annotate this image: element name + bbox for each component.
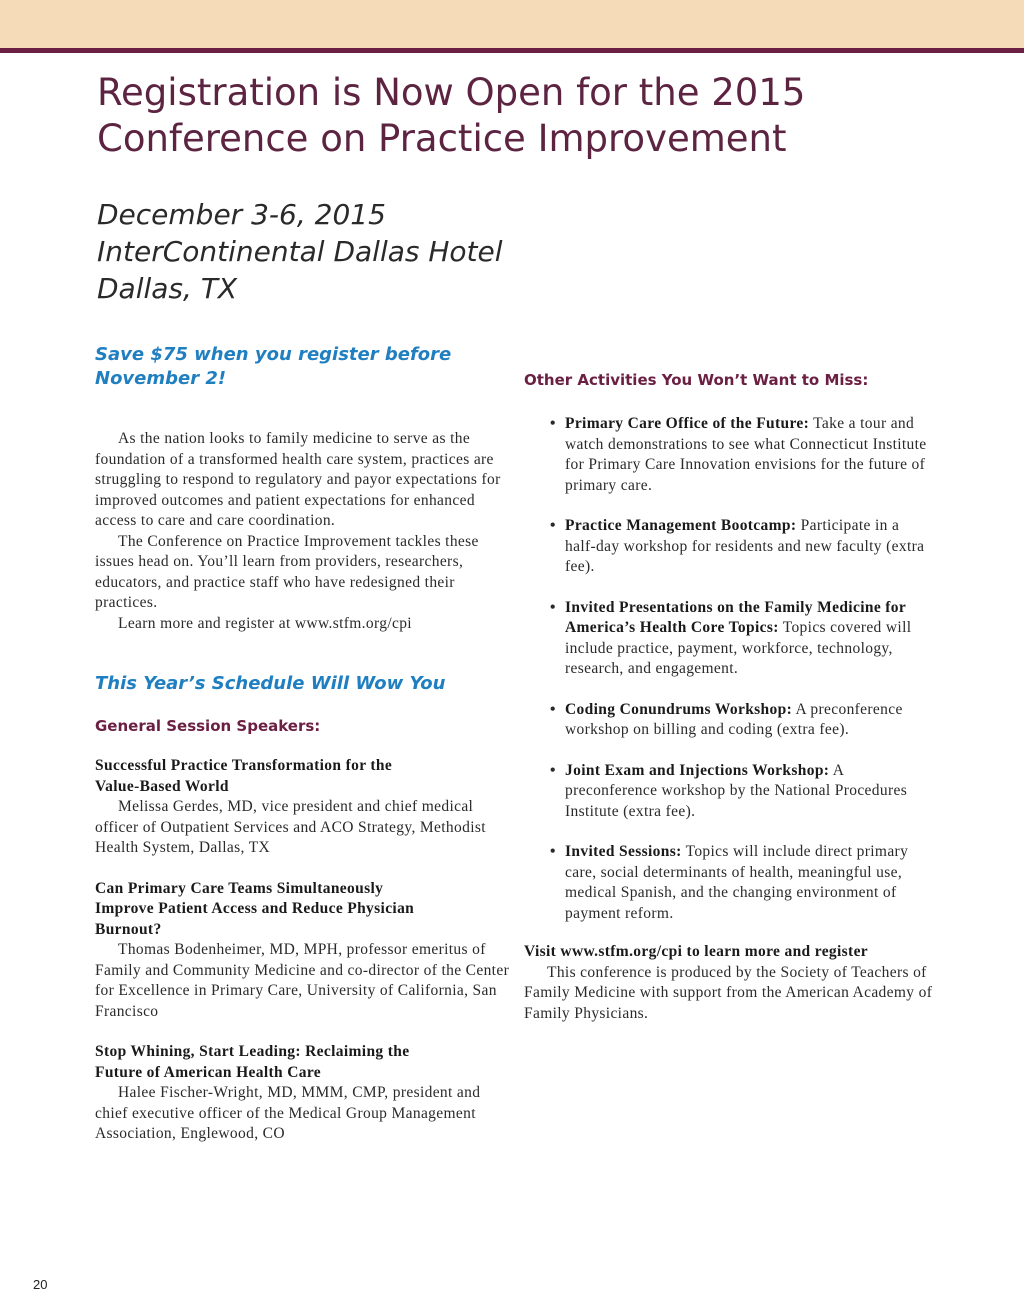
activity-title: Coding Conundrums Workshop: bbox=[565, 700, 793, 718]
talk-title-line: Improve Patient Access and Reduce Physician bbox=[95, 900, 415, 917]
save-heading-line: November 2! bbox=[95, 368, 227, 389]
header-band bbox=[0, 0, 1024, 48]
list-item bbox=[524, 842, 934, 924]
event-city: Dallas, TX bbox=[97, 272, 238, 305]
talk-title bbox=[95, 1042, 515, 1083]
talk-title-line: Successful Practice Transformation for the bbox=[95, 757, 393, 774]
session-talk bbox=[95, 1042, 515, 1145]
talk-title-line: Stop Whining, Start Leading: Reclaiming the bbox=[95, 1043, 410, 1060]
activity-text: Topics covered will include practice, payment, workforce, technology, research, and engagement. bbox=[565, 619, 912, 677]
intro-paragraph: As the nation looks to family medicine to serve as the foundation of a transformed health care system, practices are struggling to respond to regulatory and payor expectations for improved outcomes and patient expectations for enhanced access to care and care coordination. bbox=[95, 430, 501, 529]
list-item bbox=[524, 598, 934, 680]
talk-title-line: Future of American Health Care bbox=[95, 1063, 322, 1081]
visit-cta: Visit www.stfm.org/cpi to learn more and register bbox=[524, 943, 869, 960]
bullet-icon: • bbox=[550, 700, 556, 718]
talk-speaker: Thomas Bodenheimer, MD, MPH, professor emeritus of Family and Community Medicine and co-director of the Center for Excellence in Primary Care, University of California, San Francisco bbox=[95, 941, 510, 1020]
session-talk bbox=[95, 879, 515, 1023]
activities-list bbox=[524, 414, 934, 924]
talk-title-line: Can Primary Care Teams Simultaneously bbox=[95, 879, 384, 897]
activity-title: Practice Management Bootcamp: bbox=[565, 517, 797, 534]
bullet-icon: • bbox=[550, 843, 556, 860]
header-rule bbox=[0, 48, 1024, 53]
closing-paragraph: This conference is produced by the Society of Teachers of Family Medicine with support from the American Academy of Family Physicians. bbox=[524, 963, 933, 1022]
talk-title bbox=[95, 879, 515, 941]
bullet-icon: • bbox=[550, 761, 556, 779]
bullet-icon: • bbox=[550, 517, 556, 534]
activity-title: Invited Presentations on the Family Medicine for America’s Health Core Topics: bbox=[565, 598, 906, 636]
page-title-line: Registration is Now Open for the 2015 bbox=[97, 71, 806, 114]
activity-title: Primary Care Office of the Future: bbox=[565, 415, 810, 432]
event-dates: December 3-6, 2015 bbox=[97, 198, 386, 231]
page-number: 20 bbox=[33, 1277, 48, 1292]
schedule-heading: This Year’s Schedule Will Wow You bbox=[95, 673, 446, 694]
bullet-icon: • bbox=[550, 598, 556, 616]
page-title bbox=[97, 70, 997, 162]
talk-title bbox=[95, 756, 515, 797]
event-venue: InterContinental Dallas Hotel bbox=[97, 235, 503, 268]
save-heading bbox=[95, 343, 515, 391]
talk-title-line: Value-Based World bbox=[95, 777, 229, 795]
activity-text: Take a tour and watch demonstrations to see what Connecticut Institute for Primary Care Innovation envisions for the future of primary care. bbox=[565, 415, 927, 494]
activity-title: Joint Exam and Injections Workshop: bbox=[565, 761, 830, 779]
list-item bbox=[524, 414, 934, 496]
activity-title: Invited Sessions: bbox=[565, 843, 682, 860]
intro-text bbox=[95, 429, 515, 634]
list-item bbox=[524, 516, 934, 578]
activities-heading: Other Activities You Won’t Want to Miss: bbox=[524, 371, 869, 389]
list-item bbox=[524, 700, 934, 741]
right-column bbox=[524, 370, 934, 1024]
event-info bbox=[97, 196, 797, 307]
closing-text bbox=[524, 963, 934, 1025]
save-heading-line: Save $75 when you register before bbox=[95, 344, 452, 365]
bullet-icon: • bbox=[550, 415, 556, 432]
speakers-heading: General Session Speakers: bbox=[95, 717, 321, 735]
session-talk bbox=[95, 756, 515, 859]
talk-speaker: Halee Fischer-Wright, MD, MMM, CMP, president and chief executive officer of the Medical Group Management Association, Englewood, CO bbox=[95, 1084, 481, 1142]
activity-text: Participate in a half-day workshop for residents and new faculty (extra fee). bbox=[565, 517, 925, 575]
activity-text: A preconference workshop by the National Procedures Institute (extra fee). bbox=[565, 761, 908, 820]
activity-text: A preconference workshop on billing and coding (extra fee). bbox=[565, 700, 903, 738]
page-title-line: Conference on Practice Improvement bbox=[97, 117, 787, 160]
intro-paragraph: Learn more and register at www.stfm.org/cpi bbox=[118, 614, 412, 632]
activity-text: Topics will include direct primary care, social determinants of health, meaningful use, medical Spanish, and the changing environment of payment reform. bbox=[565, 843, 909, 922]
talk-title-line: Burnout? bbox=[95, 920, 162, 938]
talk-speaker: Melissa Gerdes, MD, vice president and chief medical officer of Outpatient Services and ACO Strategy, Methodist Health System, Dallas, TX bbox=[95, 798, 486, 856]
intro-paragraph: The Conference on Practice Improvement tackles these issues head on. You’ll learn from providers, researchers, educators, and practice staff who have redesigned their practices. bbox=[95, 532, 479, 611]
list-item bbox=[524, 761, 934, 823]
left-column bbox=[95, 343, 515, 1145]
